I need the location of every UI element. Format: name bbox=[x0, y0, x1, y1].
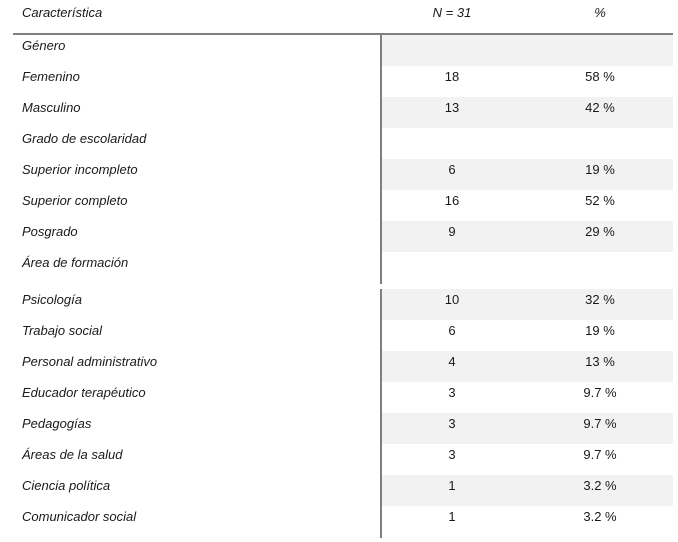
table-row bbox=[13, 444, 673, 475]
row-percent: 32 % bbox=[585, 292, 615, 307]
table-row bbox=[13, 413, 673, 444]
row-percent: 9.7 % bbox=[583, 447, 617, 462]
row-label: Ciencia política bbox=[22, 478, 111, 493]
row-values bbox=[382, 252, 673, 283]
header-characteristic: Característica bbox=[22, 5, 103, 20]
row-label: Pedagogías bbox=[22, 416, 92, 431]
table-row bbox=[13, 289, 673, 320]
table-row bbox=[13, 221, 673, 252]
section-header-row bbox=[13, 252, 673, 283]
header-n: N = 31 bbox=[432, 5, 472, 20]
row-values bbox=[382, 35, 673, 66]
row-percent: 19 % bbox=[585, 323, 615, 338]
table-row bbox=[13, 506, 673, 537]
row-label: Psicología bbox=[22, 292, 82, 307]
row-label: Personal administrativo bbox=[22, 354, 158, 369]
row-values bbox=[382, 351, 673, 382]
row-label: Comunicador social bbox=[22, 509, 137, 524]
row-values bbox=[382, 97, 673, 128]
vertical-rule-upper bbox=[380, 35, 382, 284]
row-percent: 42 % bbox=[585, 100, 615, 115]
row-count: 4 bbox=[448, 354, 456, 369]
row-percent: 58 % bbox=[585, 69, 615, 84]
row-values bbox=[382, 382, 673, 413]
row-count: 9 bbox=[448, 224, 456, 239]
row-values bbox=[382, 413, 673, 444]
row-percent: 29 % bbox=[585, 224, 615, 239]
row-count: 1 bbox=[448, 509, 456, 524]
row-values bbox=[382, 475, 673, 506]
row-percent: 9.7 % bbox=[583, 416, 617, 431]
row-percent: 3.2 % bbox=[583, 509, 617, 524]
row-values bbox=[382, 190, 673, 221]
header-percent: % bbox=[594, 5, 606, 20]
section-header-row bbox=[13, 35, 673, 66]
table-row bbox=[13, 382, 673, 413]
section-header-row bbox=[13, 128, 673, 159]
vertical-rule-lower bbox=[380, 289, 382, 538]
row-values bbox=[382, 128, 673, 159]
row-count: 6 bbox=[448, 162, 456, 177]
table-row bbox=[13, 159, 673, 190]
table-row bbox=[13, 97, 673, 128]
table-row bbox=[13, 351, 673, 382]
row-values bbox=[382, 289, 673, 320]
row-percent: 52 % bbox=[585, 193, 615, 208]
row-values bbox=[382, 506, 673, 537]
row-label: Áreas de la salud bbox=[22, 447, 123, 462]
row-count: 16 bbox=[444, 193, 460, 208]
row-label: Grado de escolaridad bbox=[22, 131, 147, 146]
row-label: Género bbox=[22, 38, 66, 53]
row-label: Área de formación bbox=[22, 255, 129, 270]
row-label: Superior completo bbox=[22, 193, 128, 208]
row-count: 18 bbox=[444, 69, 460, 84]
row-count: 3 bbox=[448, 385, 456, 400]
row-values bbox=[382, 444, 673, 475]
row-count: 3 bbox=[448, 447, 456, 462]
row-label: Posgrado bbox=[22, 224, 78, 239]
row-count: 10 bbox=[444, 292, 460, 307]
row-percent: 9.7 % bbox=[583, 385, 617, 400]
table-row bbox=[13, 320, 673, 351]
row-count: 6 bbox=[448, 323, 456, 338]
table-row bbox=[13, 66, 673, 97]
row-label: Masculino bbox=[22, 100, 81, 115]
row-count: 1 bbox=[448, 478, 456, 493]
row-percent: 3.2 % bbox=[583, 478, 617, 493]
row-label: Femenino bbox=[22, 69, 80, 84]
row-percent: 13 % bbox=[585, 354, 615, 369]
row-label: Trabajo social bbox=[22, 323, 102, 338]
row-label: Superior incompleto bbox=[22, 162, 138, 177]
row-count: 13 bbox=[444, 100, 460, 115]
row-percent: 19 % bbox=[585, 162, 615, 177]
row-values bbox=[382, 66, 673, 97]
row-values bbox=[382, 320, 673, 351]
table-row bbox=[13, 190, 673, 221]
row-count: 3 bbox=[448, 416, 456, 431]
row-values bbox=[382, 221, 673, 252]
table-row bbox=[13, 475, 673, 506]
row-values bbox=[382, 159, 673, 190]
row-label: Educador terapéutico bbox=[22, 385, 146, 400]
